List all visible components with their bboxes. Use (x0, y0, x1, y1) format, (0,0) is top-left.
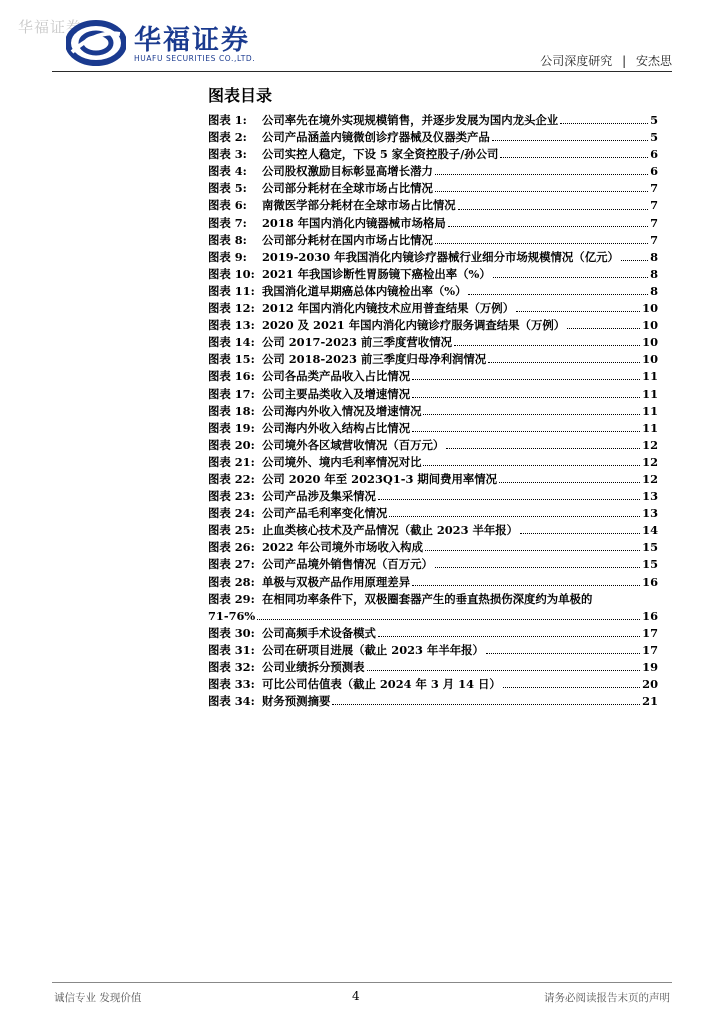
entry-page: 7 (650, 181, 658, 196)
leader-dots (367, 670, 641, 671)
leader-dots (448, 226, 648, 227)
entry-page: 12 (642, 454, 658, 469)
entry-label: 图表 33: (208, 677, 255, 692)
toc-entry[interactable] (208, 539, 658, 556)
toc-entry[interactable] (208, 403, 658, 420)
entry-label: 图表 14: (208, 335, 255, 350)
entry-label: 图表 4: (208, 164, 247, 179)
entry-text: 2012 年国内消化内镜技术应用普查结果（万例） (262, 301, 515, 316)
toc-entry[interactable] (208, 574, 658, 591)
entry-label: 图表 32: (208, 660, 255, 674)
company-logo (66, 16, 276, 72)
entry-page: 14 (642, 523, 658, 538)
toc-entry[interactable] (208, 249, 658, 266)
entry-page: 10 (642, 352, 658, 367)
entry-text: 公司部分耗材在全球市场占比情况 (262, 181, 433, 196)
leader-dots (492, 140, 648, 141)
entry-text: 公司 2017-2023 前三季度营收情况 (262, 335, 452, 350)
leader-dots (423, 414, 640, 415)
chart-index-list (208, 112, 658, 710)
entry-page: 11 (642, 369, 658, 384)
toc-entry[interactable] (208, 505, 658, 522)
entry-page: 15 (642, 540, 658, 555)
entry-page: 11 (642, 386, 658, 401)
entry-text: 公司产品涵盖内镜微创诊疗器械及仪器类产品 (262, 130, 490, 145)
header-divider (52, 71, 672, 72)
entry-label: 图表 23: (208, 489, 255, 504)
entry-text: 公司境外各区域营收情况（百万元） (262, 437, 445, 452)
entry-text: 公司在研项目进展（截止 2023 年半年报） (262, 642, 484, 657)
toc-entry[interactable] (208, 129, 658, 146)
leader-dots (446, 448, 640, 449)
entry-label: 图表 7: (208, 215, 247, 230)
entry-page: 8 (650, 266, 658, 281)
leader-dots (435, 174, 648, 175)
entry-label: 图表 30: (208, 625, 255, 640)
entry-label: 图表 6: (208, 198, 247, 213)
entry-text: 公司 2018-2023 前三季度归母净利润情况 (262, 352, 487, 367)
toc-entry[interactable] (208, 693, 658, 710)
analyst-name: 安杰思 (635, 54, 672, 68)
entry-text: 公司高频手术设备模式 (262, 625, 376, 640)
entry-label: 图表 31: (208, 642, 255, 657)
entry-text: 止血类核心技术及产品情况（截止 2023 半年报） (262, 523, 519, 538)
entry-text: 在相同功率条件下，双极圈套器产生的垂直热损伤深度约为单极的 (262, 591, 593, 606)
logo-emblem-icon (66, 20, 126, 66)
toc-entry[interactable] (208, 232, 658, 249)
entry-label: 图表 8: (208, 232, 247, 247)
leader-dots (435, 243, 648, 244)
toc-entry[interactable] (208, 454, 658, 471)
entry-page: 6 (650, 147, 658, 162)
entry-label: 图表 27: (208, 557, 255, 572)
entry-label: 图表 20: (208, 437, 255, 452)
leader-dots (516, 311, 640, 312)
entry-page: 5 (650, 113, 658, 127)
toc-entry[interactable] (208, 334, 658, 351)
toc-entry[interactable] (208, 300, 658, 317)
entry-page: 19 (642, 660, 658, 674)
toc-entry[interactable] (208, 368, 658, 385)
entry-page: 16 (642, 608, 658, 623)
toc-entry[interactable] (208, 642, 658, 659)
entry-label: 图表 16: (208, 369, 255, 384)
entry-page: 11 (642, 403, 658, 418)
entry-label: 图表 3: (208, 147, 247, 162)
entry-text: 公司产品毛利率变化情况 (262, 506, 388, 521)
leader-dots (412, 397, 640, 398)
entry-label: 图表 22: (208, 471, 255, 486)
toc-entry[interactable] (208, 351, 658, 368)
leader-dots (257, 619, 640, 620)
entry-text: 公司主要品类收入及增速情况 (262, 386, 411, 401)
logo-name-cn: 华福证券 (134, 25, 250, 56)
logo-name-en: HUAFU SECURITIES CO.,LTD. (134, 54, 256, 63)
entry-label: 图表 25: (208, 523, 255, 538)
leader-dots (567, 328, 640, 329)
toc-entry[interactable] (208, 283, 658, 300)
entry-label: 图表 17: (208, 386, 255, 401)
entry-label: 图表 24: (208, 506, 255, 521)
toc-entry[interactable] (208, 676, 658, 693)
entry-label: 图表 28: (208, 574, 255, 589)
leader-dots (332, 704, 640, 705)
entry-label: 图表 26: (208, 540, 255, 555)
toc-entry[interactable] (208, 317, 658, 334)
leader-dots (493, 277, 648, 278)
entry-page: 12 (642, 437, 658, 452)
entry-text: 公司境外、境内毛利率情况对比 (262, 454, 422, 469)
leader-dots (435, 567, 640, 568)
toc-entry[interactable] (208, 180, 658, 197)
entry-label: 图表 2: (208, 130, 247, 145)
toc-entry[interactable] (208, 420, 658, 437)
toc-entry[interactable] (208, 488, 658, 505)
leader-dots (423, 465, 640, 466)
entry-label: 图表 12: (208, 301, 255, 316)
entry-text: 我国消化道早期癌总体内镜检出率（%） (262, 283, 467, 298)
leader-dots (520, 533, 640, 534)
toc-entry[interactable] (208, 625, 658, 642)
entry-page: 7 (650, 232, 658, 247)
leader-dots (488, 362, 640, 363)
entry-label: 图表 18: (208, 403, 255, 418)
entry-text: 公司 2020 年至 2023Q1-3 期间费用率情况 (262, 471, 498, 486)
entry-text: 2020 及 2021 年国内消化内镜诊疗服务调查结果（万例） (262, 318, 566, 333)
entry-text: 南微医学部分耗材在全球市场占比情况 (262, 198, 456, 213)
entry-page: 5 (650, 130, 658, 145)
entry-label: 图表 13: (208, 318, 255, 333)
leader-dots (412, 379, 640, 380)
watermark: 华福证券 (18, 18, 83, 36)
entry-text: 公司产品涉及集采情况 (262, 489, 376, 504)
leader-dots (378, 636, 640, 637)
entry-page: 20 (642, 677, 658, 692)
toc-entry[interactable] (208, 437, 658, 454)
entry-label: 图表 5: (208, 181, 247, 196)
toc-entry[interactable] (208, 197, 658, 214)
toc-entry[interactable] (208, 471, 658, 488)
leader-dots (500, 157, 648, 158)
entry-page: 17 (642, 642, 658, 657)
page-number: 4 (352, 989, 360, 1003)
toc-entry[interactable] (208, 522, 658, 539)
entry-text: 2022 年公司境外市场收入构成 (262, 540, 423, 555)
toc-entry[interactable] (208, 215, 658, 232)
entry-page: 17 (642, 625, 658, 640)
entry-page: 16 (642, 574, 658, 589)
leader-dots (458, 209, 648, 210)
entry-text: 公司率先在境外实现规模销售，并逐步发展为国内龙头企业 (262, 113, 559, 127)
entry-text: 2019-2030 年我国消化内镜诊疗器械行业细分市场规模情况（亿元） (262, 249, 619, 264)
entry-label: 图表 34: (208, 694, 255, 709)
toc-entry[interactable] (208, 163, 658, 180)
entry-text: 公司海内外收入结构占比情况 (262, 420, 411, 435)
footer-slogan: 诚信专业 发现价值 (54, 992, 142, 1004)
entry-page: 8 (650, 283, 658, 298)
entry-text-continued: 71-76% (208, 608, 256, 623)
leader-dots (454, 345, 640, 346)
header-info (540, 52, 672, 69)
entry-text: 可比公司估值表（截止 2024 年 3 月 14 日） (262, 677, 501, 692)
leader-dots (412, 585, 640, 586)
leader-dots (435, 191, 648, 192)
entry-page: 13 (642, 506, 658, 521)
entry-text: 公司各品类产品收入占比情况 (262, 369, 411, 384)
entry-text: 2021 年我国诊断性胃肠镜下癌检出率（%） (262, 266, 491, 281)
entry-text: 2018 年国内消化内镜器械市场格局 (262, 215, 446, 230)
entry-page: 11 (642, 420, 658, 435)
toc-entry[interactable] (208, 386, 658, 403)
entry-label: 图表 29: (208, 591, 255, 606)
leader-dots (468, 294, 648, 295)
entry-text: 公司业绩拆分预测表 (262, 660, 365, 674)
toc-entry[interactable] (208, 556, 658, 573)
toc-entry[interactable] (208, 146, 658, 163)
leader-dots (486, 653, 640, 654)
toc-title: 图表目录 (208, 86, 273, 105)
entry-text: 公司海内外收入情况及增速情况 (262, 403, 422, 418)
leader-dots (560, 123, 648, 124)
leader-dots (378, 499, 640, 500)
entry-text: 公司实控人稳定，下设 5 家全资控股子/孙公司 (262, 147, 499, 162)
entry-page: 7 (650, 198, 658, 213)
report-type: 公司深度研究 (540, 54, 613, 68)
entry-page: 21 (642, 694, 658, 709)
leader-dots (425, 550, 640, 551)
toc-entry[interactable] (208, 112, 658, 129)
entry-label: 图表 19: (208, 420, 255, 435)
entry-page: 15 (642, 557, 658, 572)
entry-label: 图表 11: (208, 283, 255, 298)
entry-text: 公司部分耗材在国内市场占比情况 (262, 232, 433, 247)
entry-label: 图表 15: (208, 352, 255, 367)
leader-dots (503, 687, 640, 688)
entry-page: 10 (642, 301, 658, 316)
footer-disclaimer: 请务必阅读报告末页的声明 (544, 992, 670, 1004)
leader-dots (412, 431, 640, 432)
toc-entry[interactable] (208, 659, 658, 676)
entry-page: 13 (642, 489, 658, 504)
toc-entry[interactable] (208, 266, 658, 283)
entry-text: 公司产品境外销售情况（百万元） (262, 557, 433, 572)
entry-text: 公司股权激励目标彰显高增长潜力 (262, 164, 433, 179)
entry-page: 10 (642, 318, 658, 333)
entry-label: 图表 9: (208, 249, 247, 264)
leader-dots (499, 482, 640, 483)
entry-label: 图表 10: (208, 266, 255, 281)
entry-text: 单极与双极产品作用原理差异 (262, 574, 411, 589)
header-separator: | (622, 54, 627, 68)
entry-label: 图表 1: (208, 113, 247, 127)
entry-label: 图表 21: (208, 454, 255, 469)
leader-dots (621, 260, 648, 261)
entry-page: 12 (642, 471, 658, 486)
entry-page: 10 (642, 335, 658, 350)
entry-text: 财务预测摘要 (262, 694, 331, 709)
footer-divider (52, 982, 672, 983)
entry-page: 7 (650, 215, 658, 230)
toc-entry[interactable] (208, 591, 658, 625)
entry-page: 6 (650, 164, 658, 179)
entry-page: 8 (650, 249, 658, 264)
leader-dots (389, 516, 640, 517)
